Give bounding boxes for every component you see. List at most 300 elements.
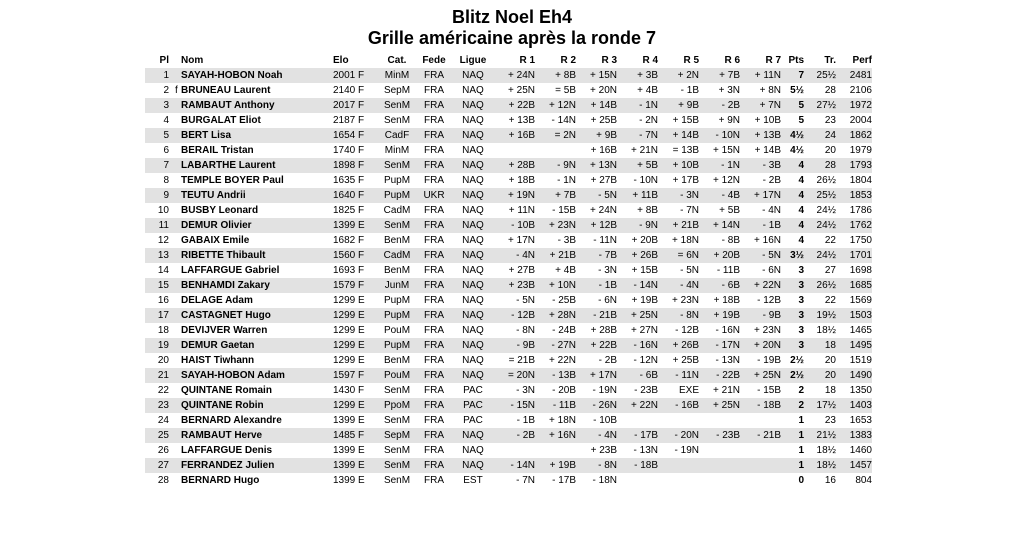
- cell-cat: PouM: [377, 368, 417, 383]
- cell-pl: 6: [163, 145, 169, 156]
- cell-r3: + 22B: [577, 338, 618, 353]
- cell-perf: 1972: [838, 98, 872, 113]
- cell-r5: [659, 458, 700, 473]
- cell-perf: 1403: [838, 398, 872, 413]
- cell-ligue: NAQ: [451, 428, 495, 443]
- table-row: [145, 428, 872, 443]
- cell-r2: = 5B: [555, 85, 576, 96]
- cell-r7: + 20N: [741, 338, 782, 353]
- cell-elo: 1299 E: [333, 325, 365, 336]
- cell-pl: 3: [145, 98, 175, 113]
- cell-pts: 3½: [782, 248, 806, 263]
- cell-pts: 3: [782, 278, 806, 293]
- cell-tr: 20: [806, 368, 838, 383]
- cell-r5: - 20N: [659, 428, 700, 443]
- cell-fede: FRA: [424, 205, 444, 216]
- cell-r4: - 1N: [618, 98, 659, 113]
- cell-r3: - 4N: [577, 428, 618, 443]
- cell-elo: 1399 E: [333, 458, 377, 473]
- cell-tr: 22: [824, 295, 836, 306]
- cell-r1: - 12B: [495, 308, 536, 323]
- cell-r3: + 9B: [577, 128, 618, 143]
- cell-cat: PupM: [383, 295, 411, 306]
- cell-elo: 1640 F: [333, 188, 377, 203]
- cell-r1: + 13B: [508, 115, 535, 126]
- cell-r4: - 7N: [618, 128, 659, 143]
- cell-tr: 17½: [806, 398, 838, 413]
- cell-r4: - 18B: [618, 458, 659, 473]
- cell-r3: - 18N: [592, 475, 617, 486]
- cell-pts: 5: [782, 98, 806, 113]
- cell-nom: BERAIL Tristan: [181, 145, 254, 156]
- cell-r2: + 22N: [549, 355, 576, 366]
- cell-fede: FRA: [424, 415, 444, 426]
- cell-elo: 1299 E: [333, 338, 377, 353]
- cell-pts: 2: [782, 398, 806, 413]
- cell-r7: + 10B: [754, 115, 781, 126]
- cell-perf: 1685: [838, 278, 872, 293]
- table-row: [145, 368, 872, 383]
- cell-pl: 5: [145, 128, 175, 143]
- cell-r4: + 27N: [631, 325, 658, 336]
- cell-fede: FRA: [424, 265, 444, 276]
- cell-flag: f: [175, 85, 178, 96]
- cell-nom: BURGALAT Eliot: [181, 115, 261, 126]
- cell-cat: SepM: [377, 428, 417, 443]
- cell-r5: + 9B: [659, 98, 700, 113]
- cell-r4: - 10N: [633, 175, 658, 186]
- cell-r2: - 11B: [536, 398, 577, 413]
- cell-r5: + 21B: [659, 218, 700, 233]
- cell-elo: 1399 E: [333, 415, 365, 426]
- cell-r1: + 17N: [508, 235, 535, 246]
- cell-r4: - 17B: [618, 428, 659, 443]
- cell-nom: QUINTANE Robin: [181, 398, 333, 413]
- cell-cat: SepM: [383, 85, 411, 96]
- cell-r6: [700, 473, 741, 488]
- cell-cat: PupM: [377, 188, 417, 203]
- cell-r5: EXE: [678, 385, 699, 396]
- cell-ligue: NAQ: [462, 175, 484, 186]
- cell-tr: 23: [824, 115, 836, 126]
- cell-r6: [700, 413, 741, 428]
- cell-elo: 1299 E: [333, 295, 365, 306]
- page-title: Blitz Noel Eh4: [451, 7, 572, 27]
- cell-cat: PupM: [377, 308, 417, 323]
- cell-r6: + 25N: [700, 398, 741, 413]
- table-row: [145, 293, 872, 308]
- cell-perf: 2106: [849, 85, 872, 96]
- cell-r5: + 26B: [659, 338, 700, 353]
- cell-perf: 1495: [838, 338, 872, 353]
- cell-nom: CASTAGNET Hugo: [181, 308, 333, 323]
- cell-pts: 4½: [782, 128, 806, 143]
- cell-perf: 804: [855, 475, 872, 486]
- cell-r7: + 7N: [741, 98, 782, 113]
- cell-r1: - 5N: [516, 295, 535, 306]
- cell-pts: 4: [782, 188, 806, 203]
- cell-perf: 2004: [849, 115, 872, 126]
- cell-perf: 1701: [838, 248, 872, 263]
- cell-elo: 1299 E: [333, 308, 377, 323]
- cell-r4: - 16N: [618, 338, 659, 353]
- cell-pts: 4: [782, 218, 806, 233]
- cell-elo: 2017 F: [333, 98, 377, 113]
- cell-perf: 1804: [849, 175, 872, 186]
- cell-r6: + 7B: [700, 68, 741, 83]
- cell-r2: - 15B: [552, 205, 576, 216]
- cell-perf: 1569: [849, 295, 872, 306]
- cell-r1: + 25N: [508, 85, 535, 96]
- cell-r5: + 14B: [659, 128, 700, 143]
- cell-r7: + 25N: [741, 368, 782, 383]
- cell-r7: - 6N: [762, 265, 781, 276]
- cell-r4: + 19B: [631, 295, 658, 306]
- cell-nom: DEMUR Olivier: [181, 218, 333, 233]
- cell-nom: BRUNEAU Laurent: [181, 85, 271, 96]
- table-row: [145, 188, 872, 203]
- cell-fede: FRA: [424, 385, 444, 396]
- cell-pl: 11: [145, 218, 175, 233]
- table-row: [145, 128, 872, 143]
- cell-ligue: EST: [463, 475, 483, 486]
- cell-pts: 5: [798, 115, 804, 126]
- cell-r2: + 16N: [536, 428, 577, 443]
- cell-cat: SenM: [383, 445, 411, 456]
- cell-r3: + 23B: [590, 445, 617, 456]
- cell-fede: FRA: [417, 458, 451, 473]
- cell-r3: + 16B: [590, 145, 617, 156]
- cell-r6: [700, 458, 741, 473]
- cell-tr: 28: [806, 158, 838, 173]
- table-row: [145, 458, 872, 473]
- cell-r7: - 1B: [741, 218, 782, 233]
- cell-fede: FRA: [424, 445, 444, 456]
- cell-tr: 18½: [816, 325, 836, 336]
- cell-r7: + 13B: [741, 128, 782, 143]
- cell-r2: - 24B: [552, 325, 576, 336]
- cell-ligue: NAQ: [451, 308, 495, 323]
- cell-elo: 1654 F: [333, 128, 377, 143]
- cell-r1: - 15N: [495, 398, 536, 413]
- cell-r1: + 11N: [508, 205, 535, 216]
- cell-nom: RIBETTE Thibault: [181, 248, 333, 263]
- cell-ligue: NAQ: [462, 145, 484, 156]
- cell-ligue: NAQ: [451, 128, 495, 143]
- cell-fede: FRA: [417, 278, 451, 293]
- cell-r7: + 17N: [741, 188, 782, 203]
- cell-r7: + 22N: [741, 278, 782, 293]
- table-header-row: [145, 53, 872, 68]
- cell-r2: - 1N: [557, 175, 576, 186]
- cell-r2: - 25B: [552, 295, 576, 306]
- cell-nom: BUSBY Leonard: [181, 205, 259, 216]
- cell-tr: 25½: [806, 68, 838, 83]
- cell-ligue: NAQ: [462, 205, 484, 216]
- cell-r7: - 21B: [741, 428, 782, 443]
- cell-pl: 18: [157, 325, 169, 336]
- cell-nom: FERRANDEZ Julien: [181, 458, 333, 473]
- cell-r3: - 8N: [577, 458, 618, 473]
- cell-nom: QUINTANE Romain: [181, 385, 272, 396]
- cell-perf: 1793: [838, 158, 872, 173]
- cell-nom: BERNARD Alexandre: [181, 415, 282, 426]
- cell-r6: - 17N: [700, 338, 741, 353]
- cell-fede: FRA: [417, 368, 451, 383]
- cell-fede: FRA: [417, 248, 451, 263]
- cell-ligue: NAQ: [451, 248, 495, 263]
- cell-pts: 4½: [790, 145, 804, 156]
- cell-r4: + 22N: [618, 398, 659, 413]
- cell-tr: 18½: [806, 458, 838, 473]
- cell-r3: - 5N: [577, 188, 618, 203]
- cell-pl: 10: [157, 205, 169, 216]
- cell-r5: - 3N: [659, 188, 700, 203]
- table-row: [145, 308, 872, 323]
- cell-pl: 28: [157, 475, 169, 486]
- cell-elo: 2140 F: [333, 85, 365, 96]
- table-row: [145, 143, 872, 158]
- cell-r2: [536, 443, 577, 458]
- cell-r7: - 18B: [741, 398, 782, 413]
- cell-r4: + 3B: [618, 68, 659, 83]
- header-tr: Tr.: [824, 55, 836, 66]
- cell-perf: 2481: [838, 68, 872, 83]
- cell-r3: - 19N: [592, 385, 617, 396]
- cell-r3: - 2B: [598, 355, 617, 366]
- cell-r5: - 7N: [680, 205, 699, 216]
- cell-r4: - 9N: [618, 218, 659, 233]
- cell-r6: + 3N: [718, 85, 740, 96]
- cell-r4: - 23B: [634, 385, 658, 396]
- cell-r5: = 6N: [659, 248, 700, 263]
- cell-tr: 18: [806, 338, 838, 353]
- cell-r2: + 23N: [536, 218, 577, 233]
- cell-pl: 19: [145, 338, 175, 353]
- cell-r4: - 14N: [618, 278, 659, 293]
- header-nom: Nom: [181, 55, 204, 66]
- cell-r6: - 6B: [700, 278, 741, 293]
- cell-pts: 4: [782, 158, 806, 173]
- cell-r1: - 9B: [495, 338, 536, 353]
- cell-tr: 27½: [806, 98, 838, 113]
- page-subtitle: Grille américaine après la ronde 7: [367, 28, 657, 48]
- cell-r5: - 4N: [659, 278, 700, 293]
- cell-ligue: NAQ: [451, 98, 495, 113]
- cell-r1: + 28B: [495, 158, 536, 173]
- cell-r2: + 10N: [536, 278, 577, 293]
- cell-elo: 1399 E: [333, 445, 365, 456]
- cell-pl: 20: [157, 355, 169, 366]
- cell-r6: + 20B: [700, 248, 741, 263]
- cell-r4: + 20B: [631, 235, 658, 246]
- cell-r5: + 17B: [672, 175, 699, 186]
- cell-r3: + 14B: [577, 98, 618, 113]
- cell-r3: + 12B: [577, 218, 618, 233]
- cell-cat: SenM: [377, 158, 417, 173]
- cell-r5: - 12B: [675, 325, 699, 336]
- cell-nom: DEVIJVER Warren: [181, 325, 268, 336]
- cell-nom: TEMPLE BOYER Paul: [181, 175, 284, 186]
- cell-r7: + 23N: [754, 325, 781, 336]
- header-r3: R 3: [601, 55, 617, 66]
- cell-r1: + 19N: [495, 188, 536, 203]
- cell-r2: - 3B: [557, 235, 576, 246]
- cell-r2: - 20B: [552, 385, 576, 396]
- cell-r1: - 3N: [516, 385, 535, 396]
- cell-r3: - 26N: [577, 398, 618, 413]
- cell-tr: 24: [806, 128, 838, 143]
- cell-fede: FRA: [417, 308, 451, 323]
- cell-elo: 1825 F: [333, 205, 365, 216]
- cell-perf: 1457: [838, 458, 872, 473]
- cell-perf: 1350: [849, 385, 872, 396]
- cell-ligue: NAQ: [451, 158, 495, 173]
- cell-r4: + 11B: [618, 188, 659, 203]
- cell-pts: 3: [782, 338, 806, 353]
- cell-r5: + 25B: [672, 355, 699, 366]
- cell-perf: 1979: [849, 145, 872, 156]
- cell-r6: + 14N: [700, 218, 741, 233]
- cell-r2: = 2N: [536, 128, 577, 143]
- cell-tr: 27: [824, 265, 836, 276]
- cell-cat: PpoM: [377, 398, 417, 413]
- cell-fede: FRA: [424, 235, 444, 246]
- cell-r1: + 27B: [508, 265, 535, 276]
- table-row: [145, 338, 872, 353]
- cell-r2: - 9N: [536, 158, 577, 173]
- header-r7: R 7: [765, 55, 781, 66]
- cell-perf: 1465: [849, 325, 872, 336]
- cell-nom: HAIST Tiwhann: [181, 355, 255, 366]
- cell-r2: + 12N: [536, 98, 577, 113]
- cell-elo: 1399 E: [333, 475, 365, 486]
- cell-r6: + 15N: [713, 145, 740, 156]
- cell-r7: - 5N: [741, 248, 782, 263]
- cell-fede: FRA: [424, 175, 444, 186]
- cell-r1: - 8N: [516, 325, 535, 336]
- cell-r7: [741, 458, 782, 473]
- cell-r6: - 23B: [700, 428, 741, 443]
- cell-r2: + 4B: [555, 265, 576, 276]
- table-row: [145, 263, 872, 278]
- cell-pts: 1: [782, 458, 806, 473]
- cell-pts: 3: [798, 265, 804, 276]
- cell-pts: 4: [798, 235, 804, 246]
- header-perf: Perf: [852, 55, 872, 66]
- cell-pl: 2: [163, 85, 169, 96]
- cell-elo: 2001 F: [333, 68, 377, 83]
- cell-pl: 16: [157, 295, 169, 306]
- header-r5: R 5: [683, 55, 699, 66]
- cell-cat: MinM: [377, 68, 417, 83]
- cell-pts: 3: [798, 325, 804, 336]
- cell-r2: [536, 143, 577, 158]
- cell-elo: 1740 F: [333, 145, 365, 156]
- cell-r2: - 14N: [551, 115, 576, 126]
- cell-pts: 1: [798, 415, 804, 426]
- table-row: [145, 218, 872, 233]
- cell-r5: - 11N: [659, 368, 700, 383]
- cell-r5: + 18N: [672, 235, 699, 246]
- cell-r2: - 27N: [536, 338, 577, 353]
- cell-pl: 7: [145, 158, 175, 173]
- cell-r4: + 21N: [631, 145, 658, 156]
- cell-r1: + 23B: [495, 278, 536, 293]
- cell-pl: 8: [163, 175, 169, 186]
- cell-cat: PupM: [377, 338, 417, 353]
- cell-fede: FRA: [424, 115, 444, 126]
- cell-pl: 23: [145, 398, 175, 413]
- cell-r5: - 5N: [680, 265, 699, 276]
- cell-elo: 1597 F: [333, 368, 377, 383]
- cell-r2: + 28N: [536, 308, 577, 323]
- cell-pl: 24: [157, 415, 169, 426]
- cell-perf: 1519: [849, 355, 872, 366]
- cell-nom: GABAIX Emile: [181, 235, 250, 246]
- cell-r6: + 18B: [713, 295, 740, 306]
- cell-r1: - 10B: [495, 218, 536, 233]
- cell-r7: - 2B: [762, 175, 781, 186]
- table-row: [145, 443, 872, 458]
- table-row: [145, 158, 872, 173]
- cell-r7: - 15B: [757, 385, 781, 396]
- cell-r3: + 28B: [590, 325, 617, 336]
- cell-r6: - 13N: [715, 355, 740, 366]
- cell-elo: 1560 F: [333, 248, 377, 263]
- cell-fede: FRA: [424, 355, 444, 366]
- cell-r2: + 8B: [536, 68, 577, 83]
- cell-ligue: NAQ: [462, 325, 484, 336]
- cell-r5: + 2N: [659, 68, 700, 83]
- cell-r6: - 22B: [700, 368, 741, 383]
- cell-tr: 26½: [816, 175, 836, 186]
- cell-cat: SenM: [383, 415, 411, 426]
- table-row: [145, 113, 872, 128]
- cell-r5: - 16B: [659, 398, 700, 413]
- cell-nom: LABARTHE Laurent: [181, 158, 333, 173]
- cell-fede: FRA: [417, 128, 451, 143]
- cell-ligue: NAQ: [462, 85, 484, 96]
- cell-r4: + 8B: [637, 205, 658, 216]
- cell-r1: = 20N: [495, 368, 536, 383]
- cell-elo: 1898 F: [333, 158, 377, 173]
- table-row: [145, 248, 872, 263]
- table-body: [145, 68, 872, 488]
- cell-elo: 1299 E: [333, 355, 365, 366]
- cell-r6: - 8B: [721, 235, 740, 246]
- cell-pl: 4: [163, 115, 169, 126]
- cell-r1: = 21B: [508, 355, 535, 366]
- cell-r4: - 6B: [618, 368, 659, 383]
- cell-pl: 27: [145, 458, 175, 473]
- cell-nom: DELAGE Adam: [181, 295, 253, 306]
- cell-r7: - 19B: [757, 355, 781, 366]
- cell-fede: FRA: [424, 145, 444, 156]
- cell-r6: + 12N: [713, 175, 740, 186]
- cell-tr: 24½: [806, 248, 838, 263]
- cell-r1: [495, 443, 536, 458]
- cell-pl: 26: [157, 445, 169, 456]
- cell-fede: FRA: [417, 398, 451, 413]
- cell-perf: 1853: [838, 188, 872, 203]
- header-ligue: Ligue: [459, 55, 487, 66]
- table-row: [145, 98, 872, 113]
- cell-r5: - 8N: [659, 308, 700, 323]
- cell-r3: - 1B: [577, 278, 618, 293]
- cell-r5: [659, 413, 700, 428]
- cell-r7: [741, 413, 782, 428]
